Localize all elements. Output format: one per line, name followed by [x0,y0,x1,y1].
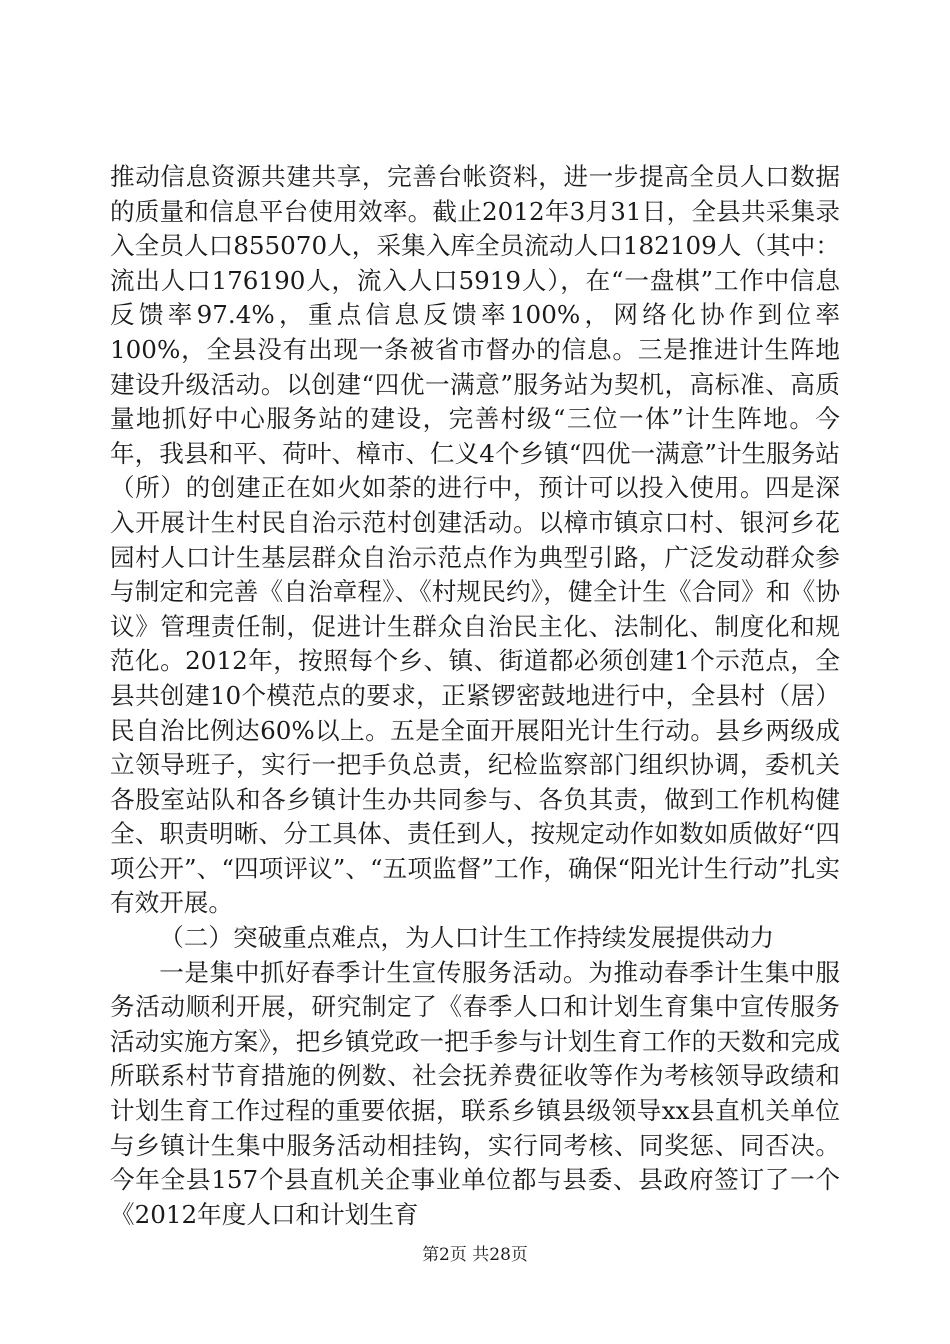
document-body [110,160,840,1232]
paragraph-1: 推动信息资源共建共享，完善台帐资料，进一步提高全员人口数据的质量和信息平台使用效率。截止2012年3月31日，全县共采集录入全员人口855070人，采集入库全员流动人口182109人（其中：流出人口176190人，流入人口5919人），在“一盘棋”工作中信息反馈率97.4%，重点信息反馈率100%，网络化协作到位率100%，全县没有出现一条被省市督办的信息。三是推进计生阵地建设升级活动。以创建“四优一满意”服务站为契机，高标准、高质量地抓好中心服务站的建设，完善村级“三位一体”计生阵地。今年，我县和平、荷叶、樟市、仁义4个乡镇“四优一满意”计生服务站（所）的创建正在如火如荼的进行中，预计可以投入使用。四是深入开展计生村民自治示范村创建活动。以樟市镇京口村、银河乡花园村人口计生基层群众自治示范点作为典型引路，广泛发动群众参与制定和完善《自治章程》、《村规民约》，健全计生《合同》和《协议》管理责任制，促进计生群众自治民主化、法制化、制度化和规范化。2012年，按照每个乡、镇、街道都必须创建1个示范点，全县共创建10个模范点的要求，正紧锣密鼓地进行中，全县村（居）民自治比例达60%以上。五是全面开展阳光计生行动。县乡两级成立领导班子，实行一把手负总责，纪检监察部门组织协调，委机关各股室站队和各乡镇计生办共同参与、各负其责，做到工作机构健全、职责明晰、分工具体、责任到人，按规定动作如数如质做好“四项公开”、“四项评议”、“五项监督”工作，确保“阳光计生行动”扎实有效开展。 [110,162,840,918]
paragraph-3: 一是集中抓好春季计生宣传服务活动。为推动春季计生集中服务活动顺利开展，研究制定了《春季人口和计划生育集中宣传服务活动实施方案》，把乡镇党政一把手参与计划生育工作的天数和完成所联系村节育措施的例数、社会抚养费征收等作为考核领导政绩和计划生育工作过程的重要依据，联系乡镇县级领导xx县直机关单位与乡镇计生集中服务活动相挂钩，实行同考核、同奖惩、同否决。今年全县157个县直机关企事业单位都与县委、县政府签订了一个《2012年度人口和计划生育 [110,957,840,1229]
page-footer: 第2页 共28页 [422,1245,528,1265]
section-heading: （二）突破重点难点，为人口计生工作持续发展提供动力 [159,923,775,953]
